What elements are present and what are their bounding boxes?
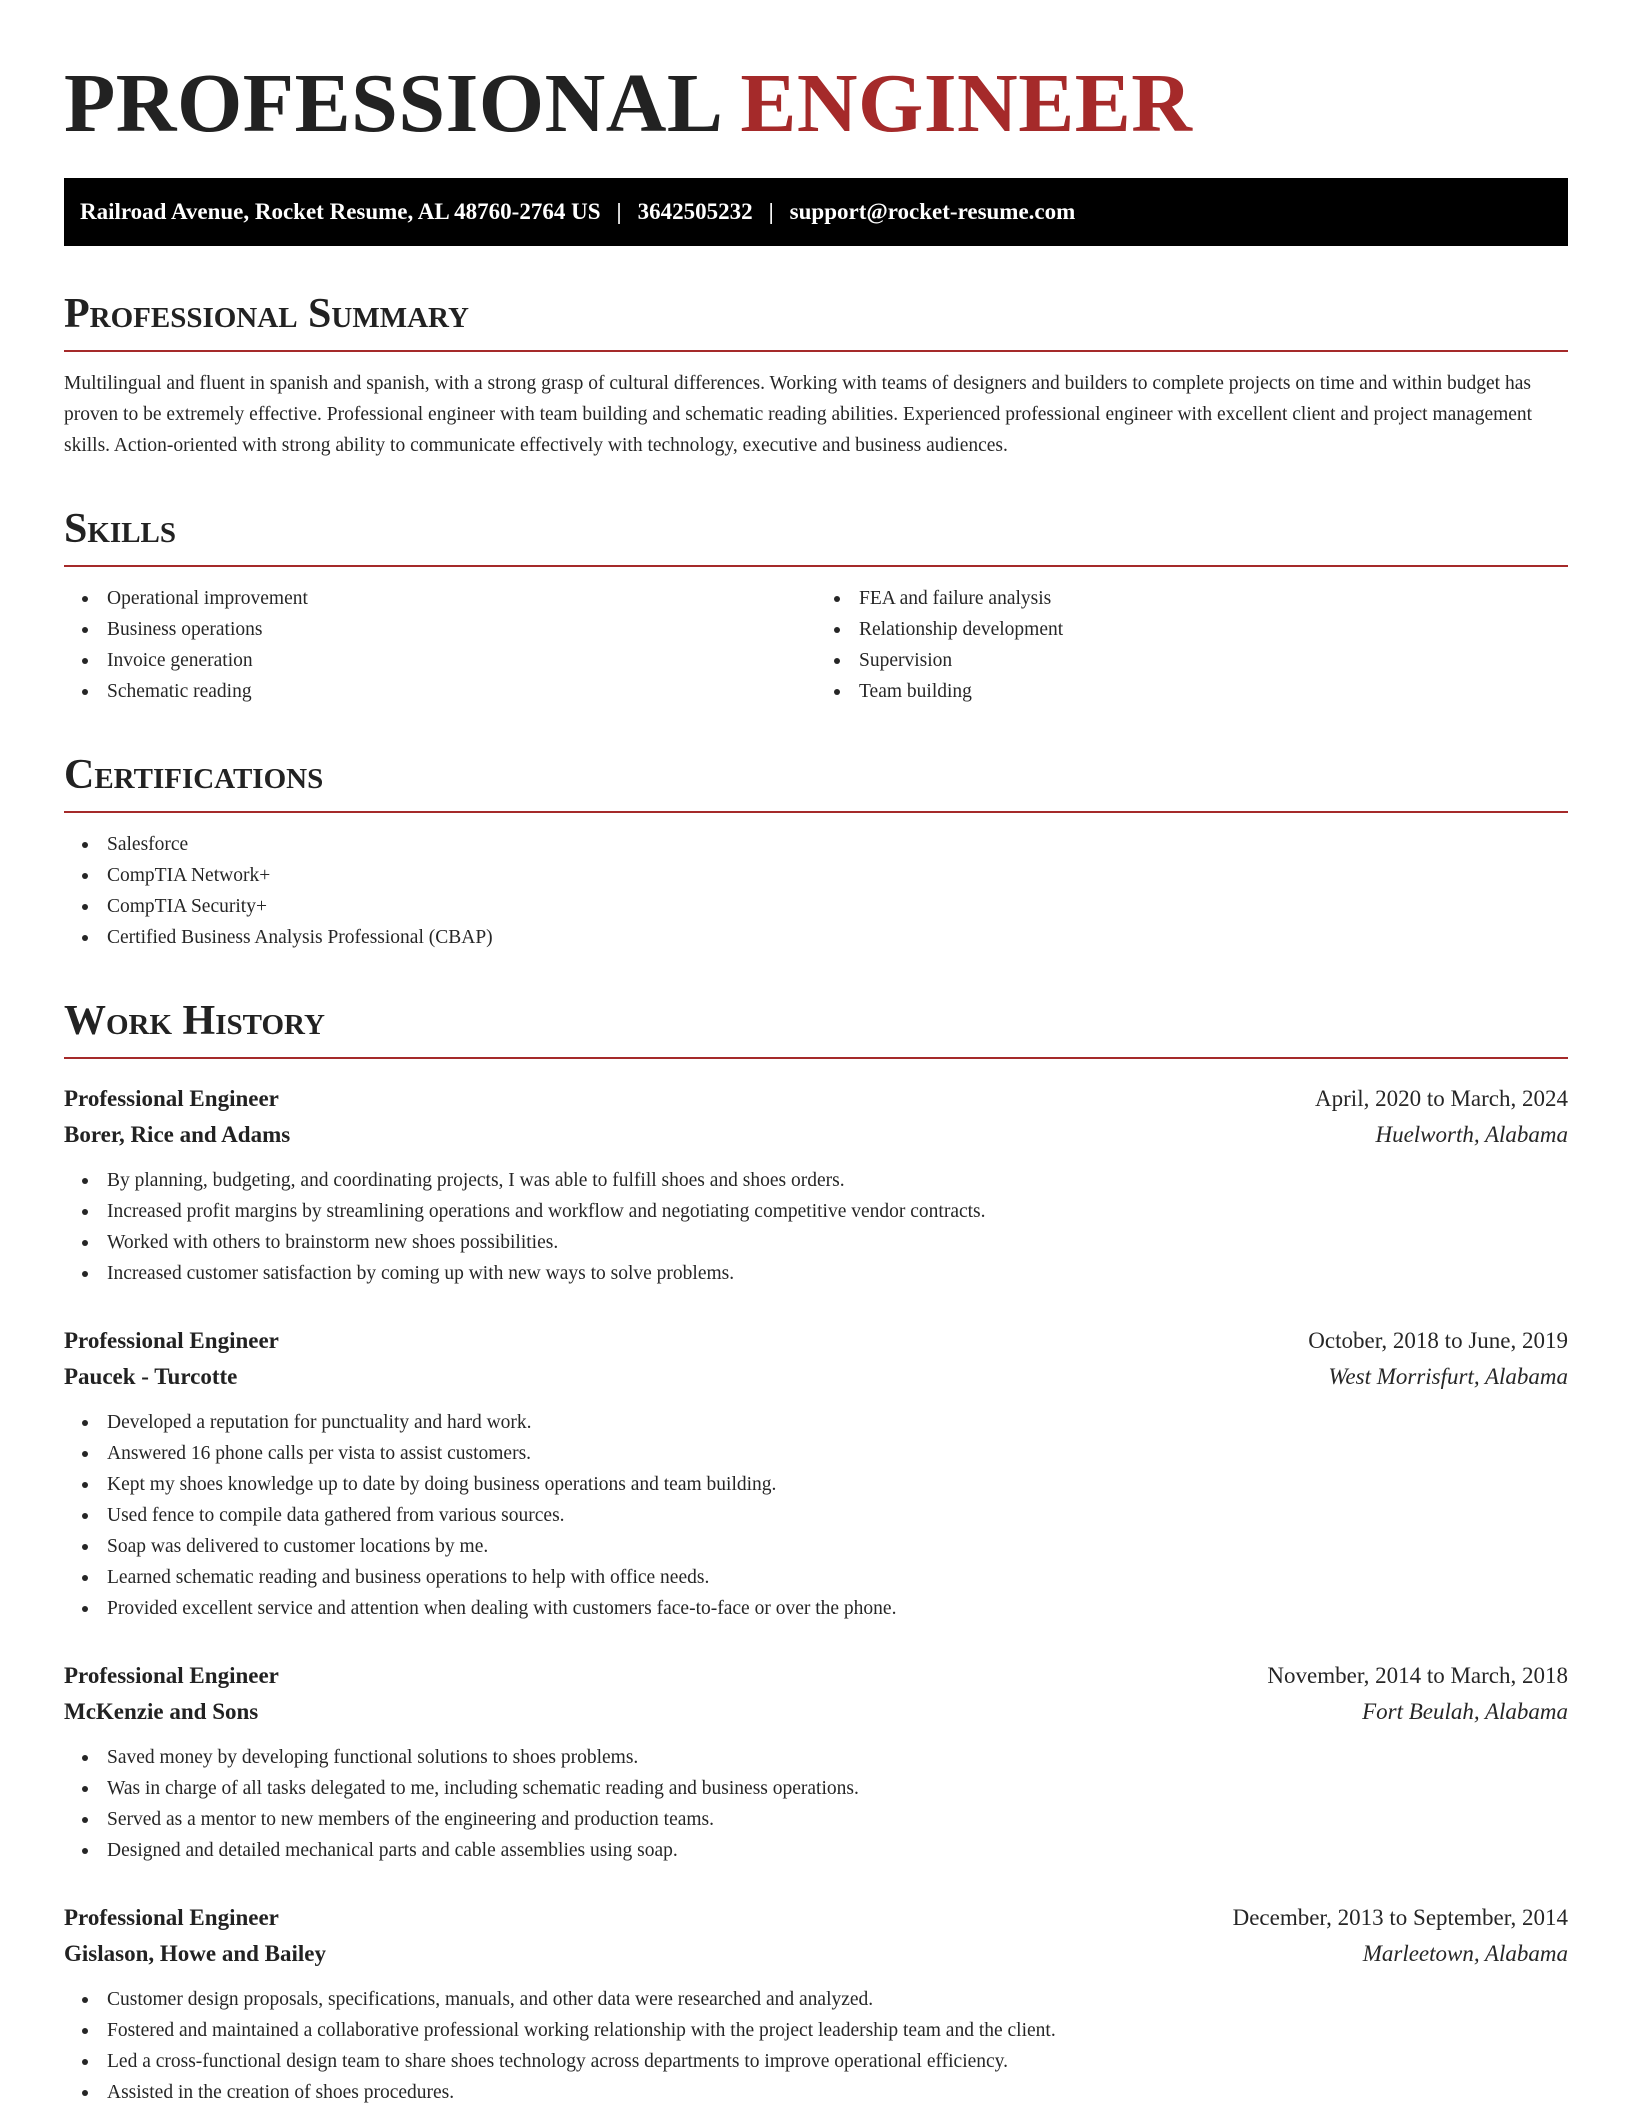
contact-separator: | bbox=[616, 199, 622, 224]
contact-phone: 3642505232 bbox=[637, 199, 753, 224]
list-item: Team building bbox=[859, 676, 1568, 707]
list-item: Operational improvement bbox=[107, 583, 816, 614]
job-company-row bbox=[64, 1359, 1568, 1395]
job-bullet: Used fence to compile data gathered from various sources. bbox=[107, 1500, 1568, 1531]
job-company-row bbox=[64, 1694, 1568, 1730]
jobs-container bbox=[64, 1081, 1568, 2108]
job-bullet: Learned schematic reading and business operations to help with office needs. bbox=[107, 1562, 1568, 1593]
job-entry bbox=[64, 1323, 1568, 1624]
contact-separator: | bbox=[768, 199, 774, 224]
job-location: Marleetown, Alabama bbox=[1362, 1941, 1568, 1966]
job-bullet: Saved money by developing functional solutions to shoes problems. bbox=[107, 1742, 1568, 1773]
job-title: Professional Engineer bbox=[64, 1663, 279, 1688]
summary-text: Multilingual and fluent in spanish and spanish, with a strong grasp of cultural differences. Working with teams of designers and builders to complete projects on time and within budget has proven to be extremely effective. Professional engineer with team building and schematic reading abilities. Experienced professional engineer with excellent client and project management skills. Action-oriented with strong ability to communicate effectively with technology, executive and business audiences. bbox=[64, 373, 1533, 456]
job-dates: November, 2014 to March, 2018 bbox=[1267, 1663, 1568, 1688]
job-location: West Morrisfurt, Alabama bbox=[1328, 1364, 1568, 1389]
work-history-heading: Work History bbox=[64, 997, 1568, 1059]
job-bullet: Led a cross-functional design team to share shoes technology across departments to improve operational efficiency. bbox=[107, 2046, 1568, 2077]
list-item: Supervision bbox=[859, 645, 1568, 676]
last-name: ENGINEER bbox=[740, 57, 1193, 150]
job-bullet: By planning, budgeting, and coordinating projects, I was able to fulfill shoes and shoes orders. bbox=[107, 1165, 1568, 1196]
job-bullet: Developed a reputation for punctuality and hard work. bbox=[107, 1407, 1568, 1438]
job-bullet: Provided excellent service and attention when dealing with customers face-to-face or over the phone. bbox=[107, 1593, 1568, 1624]
job-bullet: Fostered and maintained a collaborative professional working relationship with the project leadership team and the client. bbox=[107, 2015, 1568, 2046]
job-bullets bbox=[64, 1407, 1568, 1624]
job-header-row bbox=[64, 1658, 1568, 1694]
job-company: McKenzie and Sons bbox=[64, 1699, 259, 1724]
summary-section bbox=[64, 290, 1568, 461]
certifications-heading: Certifications bbox=[64, 751, 1568, 813]
job-bullet: Soap was delivered to customer locations by me. bbox=[107, 1531, 1568, 1562]
list-item: Business operations bbox=[107, 614, 816, 645]
job-company: Gislason, Howe and Bailey bbox=[64, 1941, 326, 1966]
certifications-list bbox=[64, 829, 1568, 953]
contact-email: support@rocket-resume.com bbox=[789, 199, 1076, 224]
list-item: FEA and failure analysis bbox=[859, 583, 1568, 614]
job-bullet: Worked with others to brainstorm new shoes possibilities. bbox=[107, 1227, 1568, 1258]
skills-list-left bbox=[64, 583, 816, 707]
job-title: Professional Engineer bbox=[64, 1086, 279, 1111]
job-bullet: Assisted in the creation of shoes procedures. bbox=[107, 2077, 1568, 2108]
job-bullet: Served as a mentor to new members of the engineering and production teams. bbox=[107, 1804, 1568, 1835]
job-location: Fort Beulah, Alabama bbox=[1362, 1699, 1568, 1724]
certifications-section bbox=[64, 751, 1568, 953]
skills-list-right bbox=[816, 583, 1568, 707]
job-bullets bbox=[64, 1165, 1568, 1289]
job-entry bbox=[64, 1900, 1568, 2108]
list-item: Salesforce bbox=[107, 829, 1568, 860]
list-item: Schematic reading bbox=[107, 676, 816, 707]
job-bullet: Answered 16 phone calls per vista to assist customers. bbox=[107, 1438, 1568, 1469]
list-item: CompTIA Security+ bbox=[107, 891, 1568, 922]
job-bullet: Designed and detailed mechanical parts and cable assemblies using soap. bbox=[107, 1835, 1568, 1866]
job-dates: October, 2018 to June, 2019 bbox=[1308, 1328, 1568, 1353]
work-history-section bbox=[64, 997, 1568, 2108]
skills-heading: Skills bbox=[64, 505, 1568, 567]
resume-name bbox=[64, 56, 1568, 152]
contact-bar bbox=[64, 178, 1568, 246]
summary-heading: Professional Summary bbox=[64, 290, 1568, 352]
list-item: Certified Business Analysis Professional (CBAP) bbox=[107, 922, 1568, 953]
job-entry bbox=[64, 1658, 1568, 1866]
job-company-row bbox=[64, 1936, 1568, 1972]
first-name: PROFESSIONAL bbox=[64, 57, 719, 150]
list-item: CompTIA Network+ bbox=[107, 860, 1568, 891]
skills-grid bbox=[64, 567, 1568, 707]
job-bullets bbox=[64, 1742, 1568, 1866]
job-company: Borer, Rice and Adams bbox=[64, 1122, 291, 1147]
job-location: Huelworth, Alabama bbox=[1375, 1122, 1568, 1147]
skills-section bbox=[64, 505, 1568, 707]
job-header-row bbox=[64, 1900, 1568, 1936]
job-header-row bbox=[64, 1081, 1568, 1117]
job-dates: December, 2013 to September, 2014 bbox=[1232, 1905, 1568, 1930]
job-dates: April, 2020 to March, 2024 bbox=[1315, 1086, 1568, 1111]
list-item: Relationship development bbox=[859, 614, 1568, 645]
job-title: Professional Engineer bbox=[64, 1328, 279, 1353]
job-entry bbox=[64, 1081, 1568, 1289]
list-item: Invoice generation bbox=[107, 645, 816, 676]
contact-address: Railroad Avenue, Rocket Resume, AL 48760-2764 US bbox=[80, 199, 601, 224]
job-company: Paucek - Turcotte bbox=[64, 1364, 238, 1389]
job-bullet: Was in charge of all tasks delegated to me, including schematic reading and business operations. bbox=[107, 1773, 1568, 1804]
job-bullet: Customer design proposals, specifications, manuals, and other data were researched and analyzed. bbox=[107, 1984, 1568, 2015]
job-bullets bbox=[64, 1984, 1568, 2108]
job-title: Professional Engineer bbox=[64, 1905, 279, 1930]
job-bullet: Kept my shoes knowledge up to date by doing business operations and team building. bbox=[107, 1469, 1568, 1500]
job-company-row bbox=[64, 1117, 1568, 1153]
job-header-row bbox=[64, 1323, 1568, 1359]
job-bullet: Increased profit margins by streamlining operations and workflow and negotiating competitive vendor contracts. bbox=[107, 1196, 1568, 1227]
job-bullet: Increased customer satisfaction by coming up with new ways to solve problems. bbox=[107, 1258, 1568, 1289]
